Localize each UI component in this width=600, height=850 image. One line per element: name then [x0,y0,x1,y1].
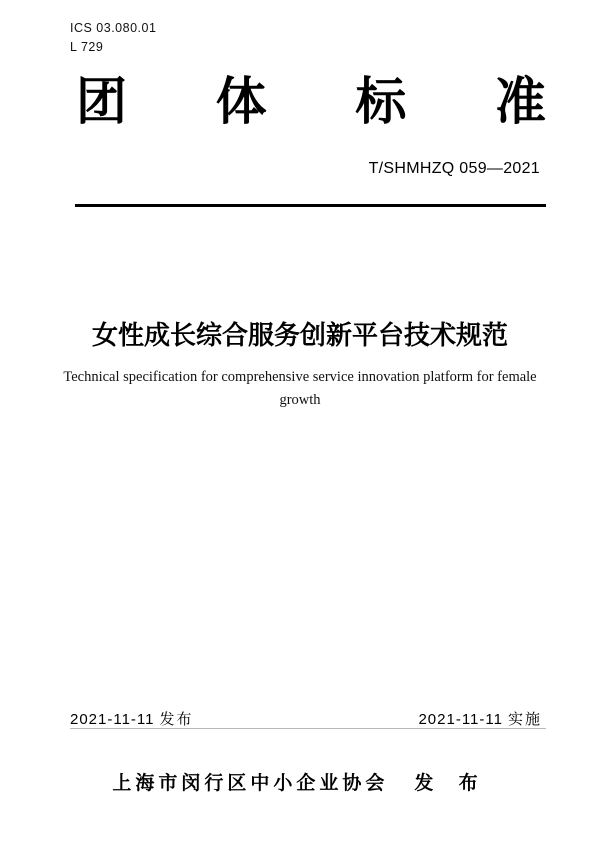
standard-number: T/SHMHZQ 059—2021 [368,160,540,177]
document-title-en-line-1: Technical specification for comprehensive service innovation platform for female [63,369,537,385]
header-divider [75,204,546,207]
standard-type-char-1: 团 [76,73,128,130]
implement-date-block [418,708,542,729]
issue-date: 2021-11-11 [70,711,155,728]
implement-date: 2021-11-11 [418,711,503,728]
standard-type-char-2: 体 [215,73,267,130]
document-title-en [50,366,550,412]
publisher-row [0,768,600,795]
standard-type-char-4: 准 [494,73,546,130]
ics-code: ICS 03.080.01 [70,21,157,35]
publisher-name: 上海市闵行区中小企业协会 [112,773,389,794]
standard-type-title [76,74,546,130]
implement-date-label: 实施 [507,711,542,728]
issue-date-label: 发布 [159,711,194,728]
publish-action-label: 发 布 [414,773,488,794]
issue-date-block [70,708,194,729]
dates-row [70,708,542,729]
document-title-en-line-2: growth [279,392,321,408]
standard-type-char-3: 标 [355,73,407,130]
document-title-cn: 女性成长综合服务创新平台技术规范 [91,320,508,350]
footer-divider [70,728,546,729]
classification-code: L 729 [70,40,104,54]
